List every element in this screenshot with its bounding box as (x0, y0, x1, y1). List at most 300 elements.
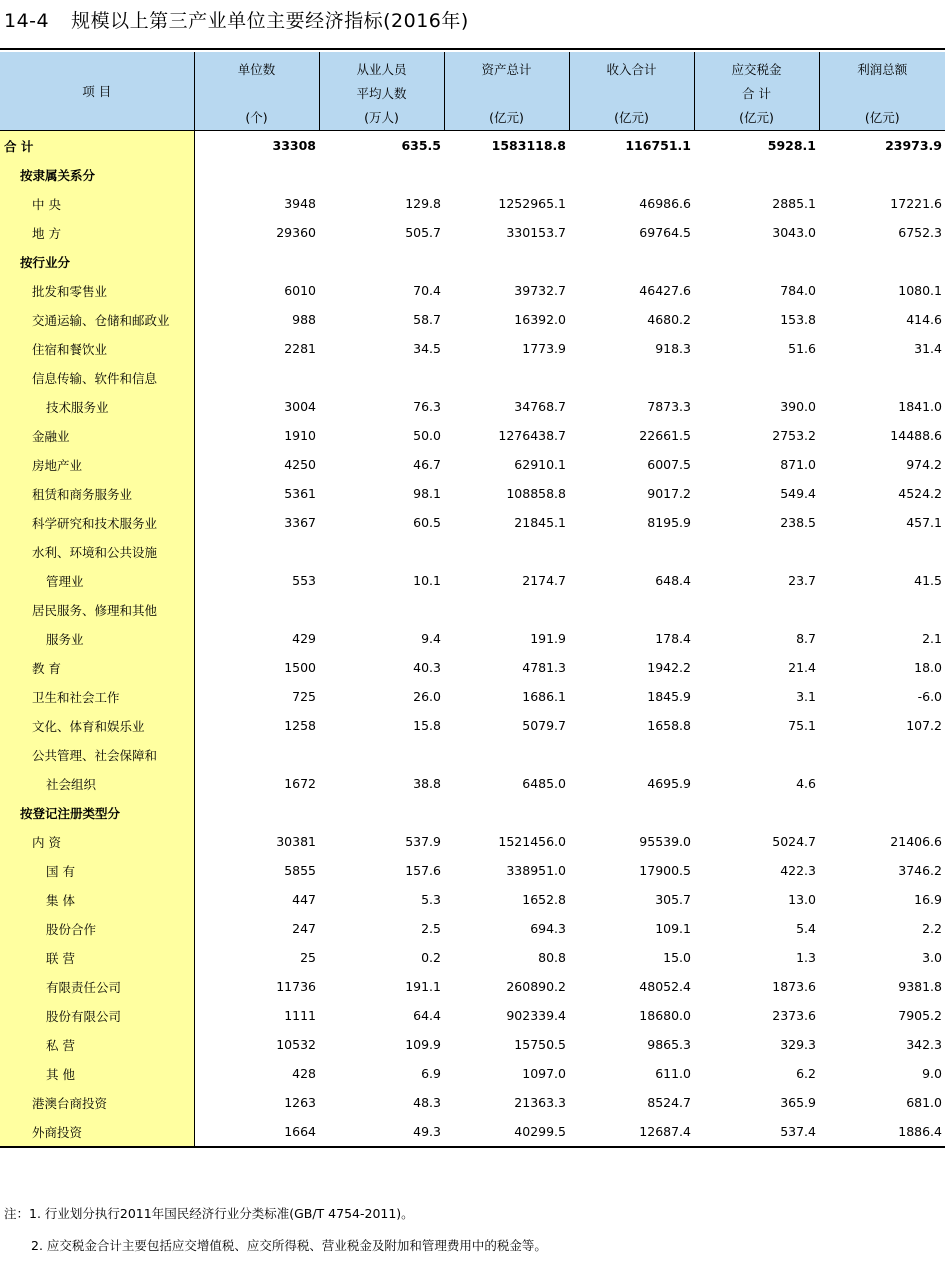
value-cell: 64.4 (319, 1001, 444, 1030)
table-row (0, 972, 945, 1001)
row-label: 股份有限公司 (0, 1001, 194, 1030)
value-cell: 390.0 (694, 392, 819, 421)
value-cell: 5361 (194, 479, 319, 508)
value-cell (569, 247, 694, 276)
value-cell: 9865.3 (569, 1030, 694, 1059)
value-cell (444, 160, 569, 189)
value-cell: 4.6 (694, 769, 819, 798)
value-cell (194, 798, 319, 827)
value-cell: 109.9 (319, 1030, 444, 1059)
row-label: 批发和零售业 (0, 276, 194, 305)
value-cell: 21363.3 (444, 1088, 569, 1117)
value-cell: 14488.6 (819, 421, 945, 450)
table-title: 规模以上第三产业单位主要经济指标(2016年) (71, 10, 469, 32)
value-cell: 18680.0 (569, 1001, 694, 1030)
value-cell: 537.9 (319, 827, 444, 856)
value-cell: 505.7 (319, 218, 444, 247)
row-label: 其 他 (0, 1059, 194, 1088)
page-title (4, 6, 469, 33)
value-cell: 48.3 (319, 1088, 444, 1117)
value-cell: 365.9 (694, 1088, 819, 1117)
row-label: 有限责任公司 (0, 972, 194, 1001)
row-label: 按登记注册类型分 (0, 798, 194, 827)
table-row (0, 566, 945, 595)
value-cell: 9.0 (819, 1059, 945, 1088)
value-cell (569, 160, 694, 189)
value-cell (444, 363, 569, 392)
value-cell: 725 (194, 682, 319, 711)
value-cell: 69764.5 (569, 218, 694, 247)
value-cell (444, 798, 569, 827)
header-label: 收入合计 (570, 58, 694, 106)
header-unit: (亿元) (445, 108, 569, 126)
value-cell (444, 537, 569, 566)
value-cell: 12687.4 (569, 1117, 694, 1147)
statistics-table (0, 52, 945, 1148)
value-cell: 6010 (194, 276, 319, 305)
value-cell: 80.8 (444, 943, 569, 972)
header-unit: (个) (195, 108, 319, 126)
value-cell: 191.1 (319, 972, 444, 1001)
value-cell (819, 595, 945, 624)
value-cell (694, 160, 819, 189)
value-cell (819, 740, 945, 769)
value-cell: 70.4 (319, 276, 444, 305)
value-cell: 9017.2 (569, 479, 694, 508)
row-label: 租赁和商务服务业 (0, 479, 194, 508)
footnotes (4, 1198, 547, 1262)
header-col-revenue (569, 52, 694, 131)
row-label: 港澳台商投资 (0, 1088, 194, 1117)
header-col-assets (444, 52, 569, 131)
table-row (0, 653, 945, 682)
value-cell: 153.8 (694, 305, 819, 334)
value-cell: 429 (194, 624, 319, 653)
header-label: 资产总计 (445, 58, 569, 106)
table-row (0, 1001, 945, 1030)
table-row (0, 421, 945, 450)
value-cell: 1111 (194, 1001, 319, 1030)
value-cell: 6007.5 (569, 450, 694, 479)
table-row (0, 450, 945, 479)
value-cell: 5855 (194, 856, 319, 885)
value-cell (319, 363, 444, 392)
value-cell: 238.5 (694, 508, 819, 537)
header-label: 从业人员 平均人数 (320, 58, 444, 106)
value-cell: 537.4 (694, 1117, 819, 1147)
value-cell: 30381 (194, 827, 319, 856)
value-cell (194, 160, 319, 189)
value-cell: 23973.9 (819, 131, 945, 161)
value-cell: 38.8 (319, 769, 444, 798)
value-cell: 3004 (194, 392, 319, 421)
value-cell: 33308 (194, 131, 319, 161)
value-cell: 22661.5 (569, 421, 694, 450)
value-cell: 5079.7 (444, 711, 569, 740)
value-cell: 9.4 (319, 624, 444, 653)
value-cell: 16.9 (819, 885, 945, 914)
header-col-units (194, 52, 319, 131)
header-item-cell (0, 52, 194, 131)
value-cell: 681.0 (819, 1088, 945, 1117)
header-col-profit (819, 52, 945, 131)
value-cell: 3.1 (694, 682, 819, 711)
value-cell: 2.2 (819, 914, 945, 943)
value-cell (694, 798, 819, 827)
row-label: 交通运输、仓储和邮政业 (0, 305, 194, 334)
value-cell: 39732.7 (444, 276, 569, 305)
value-cell: 4781.3 (444, 653, 569, 682)
value-cell: 2373.6 (694, 1001, 819, 1030)
table-row (0, 392, 945, 421)
value-cell: 8524.7 (569, 1088, 694, 1117)
value-cell: 21845.1 (444, 508, 569, 537)
value-cell: 11736 (194, 972, 319, 1001)
table-row (0, 334, 945, 363)
table-row (0, 769, 945, 798)
value-cell: 1845.9 (569, 682, 694, 711)
header-unit: (亿元) (820, 108, 945, 126)
table-body (0, 131, 945, 1148)
value-cell: 6485.0 (444, 769, 569, 798)
value-cell: 1080.1 (819, 276, 945, 305)
value-cell: 247 (194, 914, 319, 943)
value-cell: 25 (194, 943, 319, 972)
value-cell (819, 537, 945, 566)
row-label: 内 资 (0, 827, 194, 856)
value-cell: 6752.3 (819, 218, 945, 247)
value-cell: 329.3 (694, 1030, 819, 1059)
value-cell: 31.4 (819, 334, 945, 363)
table-row (0, 363, 945, 392)
value-cell: 7873.3 (569, 392, 694, 421)
table-number: 14-4 (4, 10, 49, 32)
row-label: 公共管理、社会保障和 (0, 740, 194, 769)
value-cell: 988 (194, 305, 319, 334)
row-label: 私 营 (0, 1030, 194, 1059)
value-cell: 1258 (194, 711, 319, 740)
header-label: 应交税金 合 计 (695, 58, 819, 106)
value-cell: 2753.2 (694, 421, 819, 450)
value-cell (194, 537, 319, 566)
header-unit: (万人) (320, 108, 444, 126)
row-label: 水利、环境和公共设施 (0, 537, 194, 566)
row-label: 股份合作 (0, 914, 194, 943)
value-cell: 58.7 (319, 305, 444, 334)
total-row (0, 131, 945, 161)
value-cell: 15750.5 (444, 1030, 569, 1059)
value-cell: 338951.0 (444, 856, 569, 885)
value-cell: 2174.7 (444, 566, 569, 595)
top-rule (0, 48, 945, 50)
header-row (0, 52, 945, 131)
row-label: 国 有 (0, 856, 194, 885)
value-cell: 1583118.8 (444, 131, 569, 161)
value-cell: 330153.7 (444, 218, 569, 247)
value-cell: 1097.0 (444, 1059, 569, 1088)
value-cell: 784.0 (694, 276, 819, 305)
value-cell (819, 363, 945, 392)
value-cell: 5024.7 (694, 827, 819, 856)
value-cell (319, 595, 444, 624)
value-cell: 1942.2 (569, 653, 694, 682)
value-cell: 1664 (194, 1117, 319, 1147)
value-cell (194, 363, 319, 392)
value-cell: 9381.8 (819, 972, 945, 1001)
table-row (0, 508, 945, 537)
value-cell: 49.3 (319, 1117, 444, 1147)
value-cell: 2.1 (819, 624, 945, 653)
header-item-label: 项 目 (0, 82, 194, 100)
value-cell (444, 247, 569, 276)
table-row (0, 189, 945, 218)
value-cell: 129.8 (319, 189, 444, 218)
value-cell (444, 740, 569, 769)
footnote-2: 2. 应交税金合计主要包括应交增值税、应交所得税、营业税金及附加和管理费用中的税金等。 (4, 1230, 547, 1262)
row-label: 合 计 (0, 131, 194, 161)
table-row (0, 740, 945, 769)
value-cell: 4250 (194, 450, 319, 479)
value-cell: 107.2 (819, 711, 945, 740)
table-row (0, 885, 945, 914)
value-cell: 1873.6 (694, 972, 819, 1001)
value-cell: 7905.2 (819, 1001, 945, 1030)
value-cell (319, 247, 444, 276)
value-cell: 902339.4 (444, 1001, 569, 1030)
value-cell: 1521456.0 (444, 827, 569, 856)
group-header-row (0, 247, 945, 276)
value-cell: 447 (194, 885, 319, 914)
value-cell: 0.2 (319, 943, 444, 972)
value-cell: 1652.8 (444, 885, 569, 914)
table-row (0, 537, 945, 566)
value-cell: 40299.5 (444, 1117, 569, 1147)
value-cell: 694.3 (444, 914, 569, 943)
value-cell: 2281 (194, 334, 319, 363)
table-row (0, 479, 945, 508)
table-row (0, 276, 945, 305)
value-cell: 611.0 (569, 1059, 694, 1088)
row-label: 外商投资 (0, 1117, 194, 1147)
table-row (0, 914, 945, 943)
row-label: 管理业 (0, 566, 194, 595)
value-cell: 1263 (194, 1088, 319, 1117)
value-cell: 5928.1 (694, 131, 819, 161)
row-label: 科学研究和技术服务业 (0, 508, 194, 537)
header-unit: (亿元) (570, 108, 694, 126)
value-cell (319, 798, 444, 827)
value-cell (694, 363, 819, 392)
value-cell: 8195.9 (569, 508, 694, 537)
value-cell: 48052.4 (569, 972, 694, 1001)
value-cell: 1841.0 (819, 392, 945, 421)
value-cell: 1910 (194, 421, 319, 450)
row-label: 联 营 (0, 943, 194, 972)
table-row (0, 305, 945, 334)
value-cell: 1252965.1 (444, 189, 569, 218)
row-label: 金融业 (0, 421, 194, 450)
value-cell: 3.0 (819, 943, 945, 972)
value-cell: 46986.6 (569, 189, 694, 218)
group-header-row (0, 160, 945, 189)
value-cell (194, 247, 319, 276)
table-row (0, 624, 945, 653)
header-label: 利润总额 (820, 58, 945, 106)
header-col-employees (319, 52, 444, 131)
value-cell: 95539.0 (569, 827, 694, 856)
value-cell: 75.1 (694, 711, 819, 740)
value-cell: 3746.2 (819, 856, 945, 885)
table-row (0, 1088, 945, 1117)
value-cell: 15.0 (569, 943, 694, 972)
value-cell: 918.3 (569, 334, 694, 363)
value-cell (319, 160, 444, 189)
value-cell: 3367 (194, 508, 319, 537)
header-label: 单位数 (195, 58, 319, 106)
value-cell: 4524.2 (819, 479, 945, 508)
value-cell: 10532 (194, 1030, 319, 1059)
value-cell: 428 (194, 1059, 319, 1088)
value-cell: 21406.6 (819, 827, 945, 856)
table-row (0, 1030, 945, 1059)
value-cell (569, 363, 694, 392)
value-cell: 46.7 (319, 450, 444, 479)
value-cell: 5.4 (694, 914, 819, 943)
value-cell: 17221.6 (819, 189, 945, 218)
value-cell: 62910.1 (444, 450, 569, 479)
value-cell: 305.7 (569, 885, 694, 914)
value-cell: 157.6 (319, 856, 444, 885)
value-cell: 422.3 (694, 856, 819, 885)
table-row (0, 856, 945, 885)
value-cell (694, 247, 819, 276)
value-cell: 16392.0 (444, 305, 569, 334)
value-cell: 6.2 (694, 1059, 819, 1088)
value-cell: 3043.0 (694, 218, 819, 247)
row-label: 文化、体育和娱乐业 (0, 711, 194, 740)
value-cell (319, 740, 444, 769)
value-cell: 17900.5 (569, 856, 694, 885)
value-cell: 178.4 (569, 624, 694, 653)
table-row (0, 827, 945, 856)
value-cell: 414.6 (819, 305, 945, 334)
row-label: 集 体 (0, 885, 194, 914)
value-cell: 1276438.7 (444, 421, 569, 450)
header-unit: (亿元) (695, 108, 819, 126)
value-cell: 98.1 (319, 479, 444, 508)
value-cell: 1672 (194, 769, 319, 798)
value-cell: 60.5 (319, 508, 444, 537)
value-cell: 2885.1 (694, 189, 819, 218)
value-cell: 1773.9 (444, 334, 569, 363)
value-cell: 76.3 (319, 392, 444, 421)
value-cell: 871.0 (694, 450, 819, 479)
value-cell: -6.0 (819, 682, 945, 711)
value-cell (569, 595, 694, 624)
value-cell (569, 798, 694, 827)
value-cell: 41.5 (819, 566, 945, 595)
group-header-row (0, 798, 945, 827)
value-cell: 108858.8 (444, 479, 569, 508)
value-cell: 18.0 (819, 653, 945, 682)
value-cell: 553 (194, 566, 319, 595)
value-cell: 40.3 (319, 653, 444, 682)
value-cell (819, 769, 945, 798)
table-row (0, 711, 945, 740)
row-label: 服务业 (0, 624, 194, 653)
value-cell: 457.1 (819, 508, 945, 537)
value-cell: 1500 (194, 653, 319, 682)
footnote-1: 注：1. 行业划分执行2011年国民经济行业分类标准(GB/T 4754-2011)。 (4, 1198, 547, 1230)
value-cell (694, 740, 819, 769)
value-cell: 46427.6 (569, 276, 694, 305)
value-cell: 1886.4 (819, 1117, 945, 1147)
row-label: 信息传输、软件和信息 (0, 363, 194, 392)
value-cell (569, 740, 694, 769)
value-cell (194, 595, 319, 624)
value-cell (319, 537, 444, 566)
value-cell: 15.8 (319, 711, 444, 740)
table-row (0, 595, 945, 624)
value-cell (819, 160, 945, 189)
value-cell: 34.5 (319, 334, 444, 363)
value-cell: 974.2 (819, 450, 945, 479)
value-cell (694, 537, 819, 566)
value-cell: 5.3 (319, 885, 444, 914)
value-cell: 50.0 (319, 421, 444, 450)
value-cell: 549.4 (694, 479, 819, 508)
value-cell: 13.0 (694, 885, 819, 914)
value-cell: 6.9 (319, 1059, 444, 1088)
value-cell: 10.1 (319, 566, 444, 595)
row-label: 房地产业 (0, 450, 194, 479)
value-cell: 34768.7 (444, 392, 569, 421)
value-cell (444, 595, 569, 624)
row-label: 地 方 (0, 218, 194, 247)
value-cell: 635.5 (319, 131, 444, 161)
table-row (0, 218, 945, 247)
value-cell: 23.7 (694, 566, 819, 595)
row-label: 社会组织 (0, 769, 194, 798)
value-cell: 116751.1 (569, 131, 694, 161)
value-cell: 191.9 (444, 624, 569, 653)
row-label: 按行业分 (0, 247, 194, 276)
value-cell: 26.0 (319, 682, 444, 711)
value-cell (569, 537, 694, 566)
value-cell: 51.6 (694, 334, 819, 363)
value-cell: 8.7 (694, 624, 819, 653)
table-row (0, 682, 945, 711)
table-row (0, 943, 945, 972)
value-cell: 648.4 (569, 566, 694, 595)
value-cell: 21.4 (694, 653, 819, 682)
row-label: 教 育 (0, 653, 194, 682)
value-cell: 29360 (194, 218, 319, 247)
value-cell: 1686.1 (444, 682, 569, 711)
value-cell: 3948 (194, 189, 319, 218)
header-col-taxes (694, 52, 819, 131)
row-label: 按隶属关系分 (0, 160, 194, 189)
row-label: 卫生和社会工作 (0, 682, 194, 711)
value-cell (194, 740, 319, 769)
value-cell: 4680.2 (569, 305, 694, 334)
value-cell (819, 798, 945, 827)
value-cell: 1658.8 (569, 711, 694, 740)
value-cell: 1.3 (694, 943, 819, 972)
value-cell: 342.3 (819, 1030, 945, 1059)
value-cell: 4695.9 (569, 769, 694, 798)
table-row (0, 1059, 945, 1088)
